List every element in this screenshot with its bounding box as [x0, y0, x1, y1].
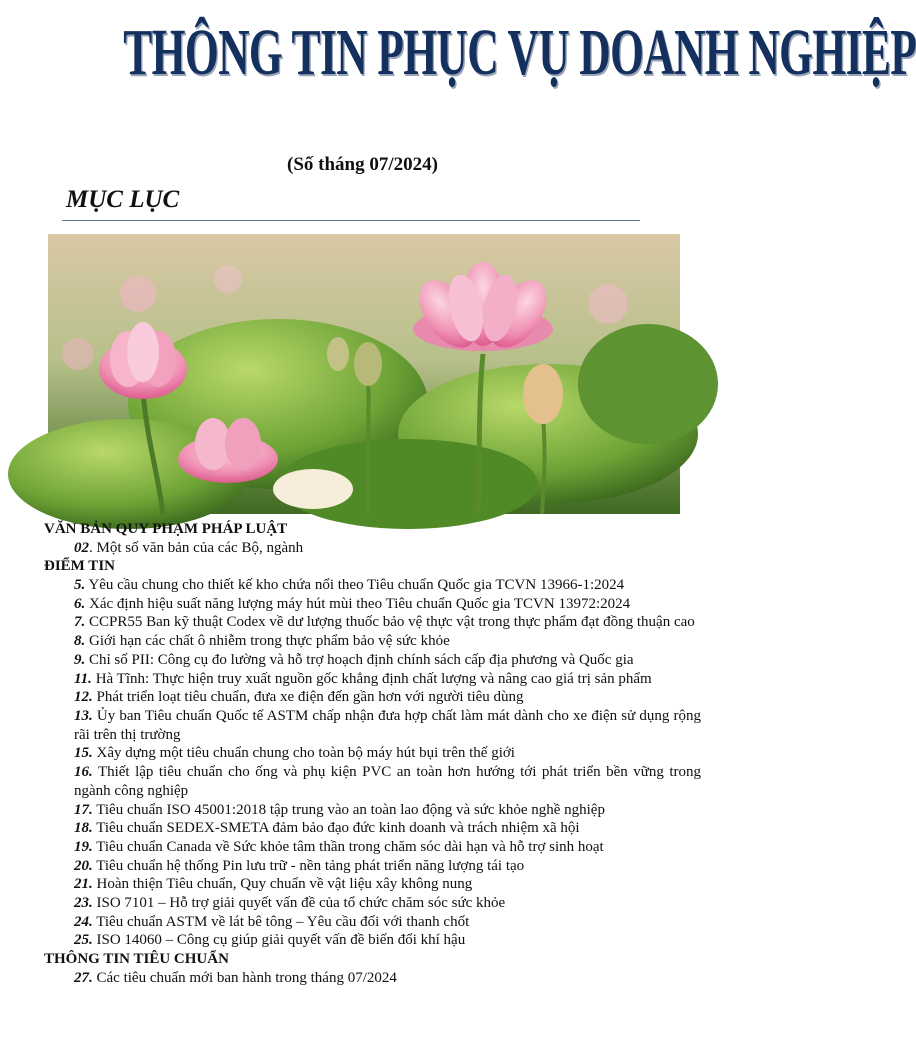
- toc-page-number: 16.: [74, 764, 93, 781]
- lotus-illustration: [48, 234, 680, 514]
- toc-page-number: 7.: [74, 614, 86, 631]
- toc-entry-text: Tiêu chuẩn Canada về Sức khỏe tâm thần trong chăm sóc dài hạn và hỗ trợ sinh hoạt: [92, 838, 604, 855]
- toc-entry-text: CCPR55 Ban kỹ thuật Codex về dư lượng thuốc bảo vệ thực vật trong thực phẩm đạt đồng thuận cao: [85, 614, 695, 631]
- issue-label: (Số tháng 07/2024): [287, 154, 438, 175]
- toc-entry[interactable]: [0, 539, 725, 558]
- toc-entry-text: Các tiêu chuẩn mới ban hành trong tháng 07/2024: [92, 969, 397, 986]
- toc-page-number: 9.: [74, 651, 86, 668]
- toc-entry-text: ISO 14060 – Công cụ giúp giải quyết vấn đề biến đổi khí hậu: [92, 932, 466, 949]
- table-of-contents: [0, 520, 725, 988]
- toc-page-number: 19.: [74, 838, 93, 855]
- toc-page-number: 21.: [74, 876, 93, 893]
- toc-entry[interactable]: [0, 595, 725, 614]
- toc-entry-text: Hoàn thiện Tiêu chuẩn, Quy chuẩn về vật liệu xây không nung: [92, 876, 473, 893]
- toc-entry[interactable]: [0, 632, 725, 651]
- toc-page-number: 27.: [74, 969, 93, 986]
- masthead-title: THÔNG TIN PHỤC VỤ DOANH NGHIỆP: [123, 16, 916, 89]
- toc-entry-text: Ủy ban Tiêu chuẩn Quốc tế ASTM chấp nhận đưa hợp chất làm mát dành cho xe điện sử dụng rộng rãi trên thị trường: [74, 708, 701, 743]
- toc-page-number: 6.: [74, 595, 86, 612]
- toc-page-number: 24.: [74, 913, 93, 930]
- toc-entry-text: Tiêu chuẩn ISO 45001:2018 tập trung vào an toàn lao động và sức khỏe nghề nghiệp: [92, 801, 605, 818]
- toc-entry[interactable]: [0, 744, 725, 763]
- toc-entry[interactable]: [0, 613, 725, 632]
- toc-entry[interactable]: [0, 651, 725, 670]
- toc-page-number: 17.: [74, 801, 93, 818]
- toc-title: MỤC LỤC: [66, 186, 180, 213]
- toc-entry-text: Tiêu chuẩn ASTM về lát bê tông – Yêu cầu đối với thanh chốt: [92, 913, 470, 930]
- toc-page-number: 13.: [74, 708, 93, 724]
- toc-entry[interactable]: [0, 576, 725, 595]
- toc-entry[interactable]: [0, 931, 725, 950]
- section-heading-standards: THÔNG TIN TIÊU CHUẨN: [44, 951, 229, 968]
- toc-entry[interactable]: [0, 670, 725, 689]
- toc-entry-text: Phát triển loạt tiêu chuẩn, đưa xe điện đến gần hơn với người tiêu dùng: [92, 689, 524, 706]
- toc-page-number: 02: [74, 539, 89, 556]
- toc-entry[interactable]: [0, 707, 725, 744]
- toc-entry[interactable]: [0, 688, 725, 707]
- toc-entry[interactable]: [0, 913, 725, 932]
- toc-entry[interactable]: [0, 894, 725, 913]
- toc-page-number: 23.: [74, 895, 93, 912]
- toc-entry[interactable]: [0, 969, 725, 988]
- section-heading-news: ĐIỂM TIN: [44, 558, 115, 575]
- toc-entry-text: ISO 7101 – Hỗ trợ giải quyết vấn đề của tổ chức chăm sóc sức khỏe: [92, 895, 506, 912]
- toc-entry[interactable]: [0, 763, 725, 800]
- toc-entry[interactable]: [0, 838, 725, 857]
- toc-entry-text: Thiết lập tiêu chuẩn cho ống và phụ kiện PVC an toàn hơn hướng tới phát triển bền vững trong ngành công nghiệp: [74, 764, 701, 799]
- toc-entry[interactable]: [0, 801, 725, 820]
- toc-divider: [62, 220, 640, 221]
- section-heading-legal: VĂN BẢN QUY PHẠM PHÁP LUẬT: [44, 521, 288, 537]
- toc-entry[interactable]: [0, 875, 725, 894]
- toc-page-number: 20.: [74, 857, 93, 874]
- toc-entry-text: Xây dựng một tiêu chuẩn chung cho toàn bộ máy hút bụi trên thế giới: [92, 745, 515, 762]
- toc-page-number: 5.: [74, 577, 86, 594]
- toc-entry-text: . Một số văn bản của các Bộ, ngành: [89, 539, 304, 556]
- toc-page-number: 15.: [74, 745, 93, 762]
- toc-page-number: 8.: [74, 633, 86, 650]
- toc-entry-text: Hà Tĩnh: Thực hiện truy xuất nguồn gốc khẳng định chất lượng và nâng cao giá trị sản phẩm: [91, 670, 652, 687]
- toc-page-number: 11.: [74, 670, 92, 687]
- toc-page-number: 18.: [74, 820, 93, 837]
- toc-entry-text: Tiêu chuẩn hệ thống Pin lưu trữ - nền tảng phát triển năng lượng tái tạo: [92, 857, 525, 874]
- toc-entry[interactable]: [0, 819, 725, 838]
- toc-entry-text: Chỉ số PII: Công cụ đo lường và hỗ trợ hoạch định chính sách cấp địa phương và Quốc gia: [85, 651, 634, 668]
- toc-page-number: 25.: [74, 932, 93, 949]
- toc-entry-text: Yêu cầu chung cho thiết kế kho chứa nổi theo Tiêu chuẩn Quốc gia TCVN 13966-1:2024: [85, 577, 625, 594]
- toc-page-number: 12.: [74, 689, 93, 706]
- lotus-flowers-photo: [48, 234, 680, 514]
- toc-entry-text: Xác định hiệu suất năng lượng máy hút mùi theo Tiêu chuẩn Quốc gia TCVN 13972:2024: [85, 595, 631, 612]
- toc-entry-text: Tiêu chuẩn SEDEX-SMETA đảm bảo đạo đức kinh doanh và trách nhiệm xã hội: [92, 820, 580, 837]
- toc-entry[interactable]: [0, 857, 725, 876]
- toc-entry-text: Giới hạn các chất ô nhiễm trong thực phẩm bảo vệ sức khỏe: [85, 633, 450, 650]
